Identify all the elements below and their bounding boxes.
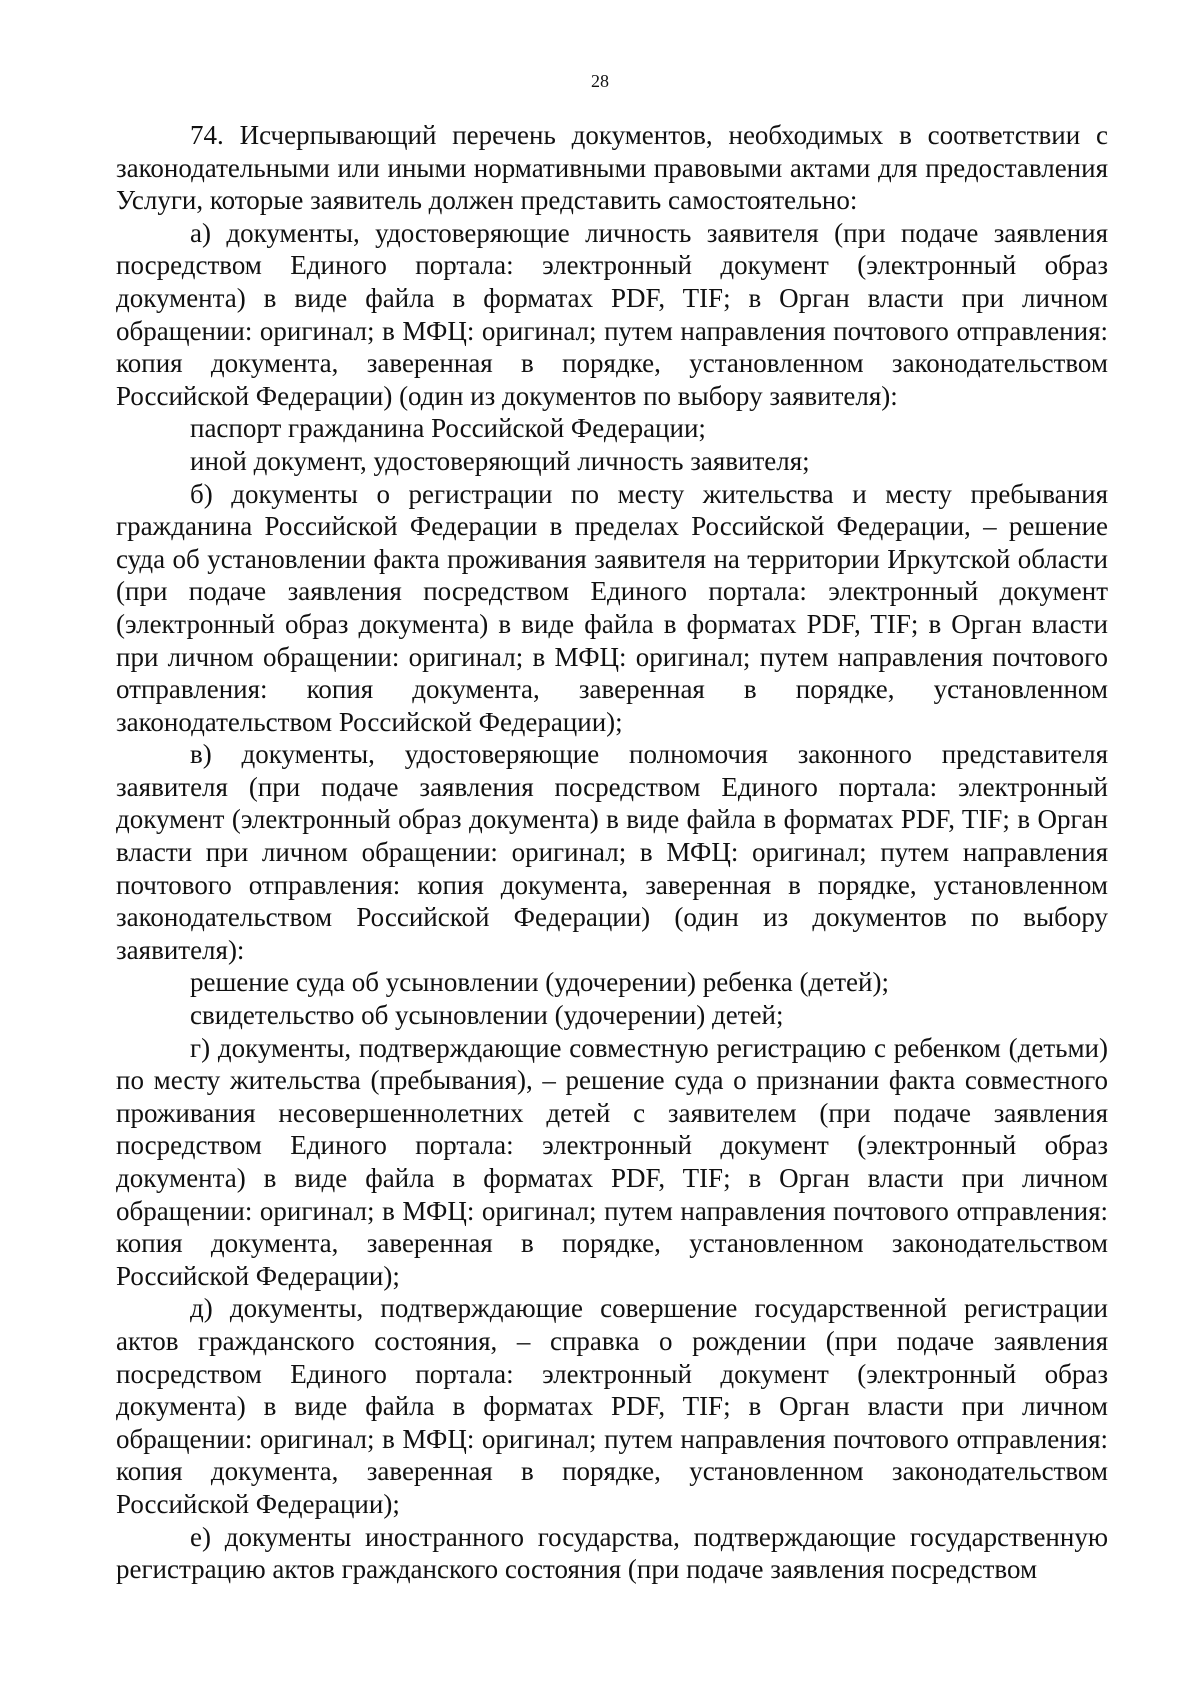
page-number: 28 — [591, 71, 609, 91]
list-item-adoption-court-decision: решение суда об усыновлении (удочерении) ребенка (детей); — [190, 967, 889, 998]
document-body — [116, 119, 1108, 1586]
paragraph-d-civil-status-documents: д) документы, подтверждающие совершение государственной регистрации актов гражданского состояния, – справка о рождении (при подаче заявления посредством Единого портала: электронный документ (электронный образ документа) в виде файла в форматах PDF, TIF; в Орган власти при личном обращении: оригинал; в МФЦ: оригинал; путем направления почтового отправления: копия документа, заверенная в порядке, установленном законодательством Российской Федерации); — [116, 1293, 1108, 1519]
list-item-adoption-certificate: свидетельство об усыновлении (удочерении) детей; — [190, 1000, 784, 1031]
list-item-other-identity-document: иной документ, удостоверяющий личность заявителя; — [190, 445, 810, 476]
list-item-passport: паспорт гражданина Российской Федерации; — [190, 413, 706, 444]
paragraph-e-foreign-documents: е) документы иностранного государства, подтверждающие государственную регистрацию актов гражданского состояния (при подаче заявления посредством — [116, 1521, 1108, 1585]
paragraph-74-intro: 74. Исчерпывающий перечень документов, необходимых в соответствии с законодательными или иными нормативными правовыми актами для предоставления Услуги, которые заявитель должен представить самостоятельно: — [116, 120, 1108, 216]
paragraph-g-joint-registration-documents: г) документы, подтверждающие совместную регистрацию с ребенком (детьми) по месту жительства (пребывания), – решение суда о признании факта совместного проживания несовершеннолетних детей с заявителем (при подаче заявления посредством Единого портала: электронный документ (электронный образ документа) в виде файла в форматах PDF, TIF; в Орган власти при личном обращении: оригинал; в МФЦ: оригинал; путем направления почтового отправления: копия документа, заверенная в порядке, установленном законодательством Российской Федерации); — [116, 1032, 1108, 1291]
paragraph-b-registration-documents: б) документы о регистрации по месту жительства и месту пребывания гражданина Российской Федерации в пределах Российской Федерации, – решение суда об установлении факта проживания заявителя на территории Иркутской области (при подаче заявления посредством Единого портала: электронный документ (электронный образ документа) в виде файла в форматах PDF, TIF; в Орган власти при личном обращении: оригинал; в МФЦ: оригинал; путем направления почтового отправления: копия документа, заверенная в порядке, установленном законодательством Российской Федерации); — [116, 478, 1108, 737]
paragraph-v-representative-documents: в) документы, удостоверяющие полномочия законного представителя заявителя (при подаче заявления посредством Единого портала: электронный документ (электронный образ документа) в виде файла в форматах PDF, TIF; в Орган власти при личном обращении: оригинал; в МФЦ: оригинал; путем направления почтового отправления: копия документа, заверенная в порядке, установленном законодательством Российской Федерации) (один из документов по выбору заявителя): — [116, 739, 1108, 965]
paragraph-a-identity-documents: а) документы, удостоверяющие личность заявителя (при подаче заявления посредством Единого портала: электронный документ (электронный образ документа) в виде файла в форматах PDF, TIF; в Орган власти при личном обращении: оригинал; в МФЦ: оригинал; путем направления почтового отправления: копия документа, заверенная в порядке, установленном законодательством Российской Федерации) (один из документов по выбору заявителя): — [116, 217, 1108, 411]
